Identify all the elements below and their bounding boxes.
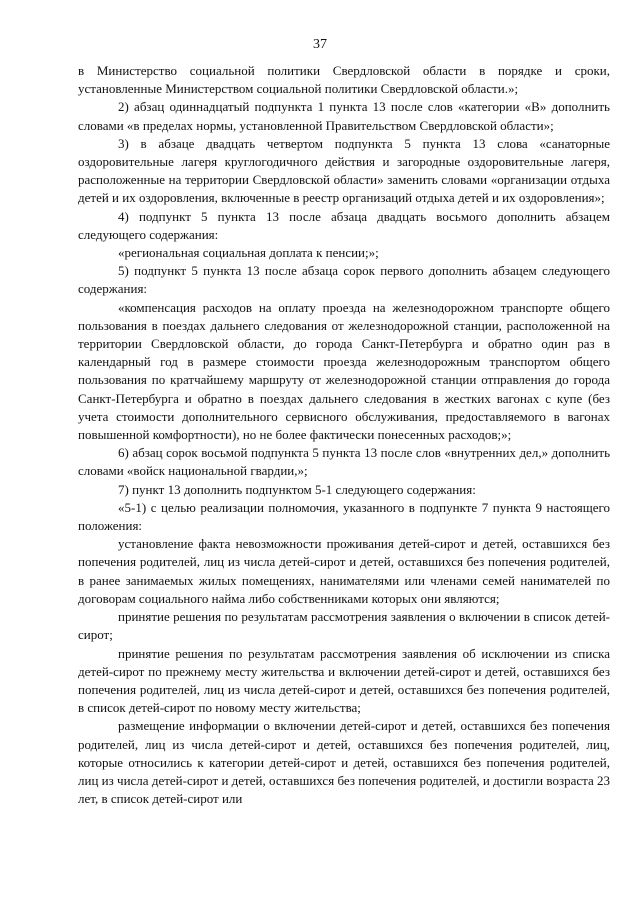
page-number: 37	[313, 37, 327, 52]
paragraph: 7) пункт 13 дополнить подпунктом 5-1 следующего содержания:	[118, 481, 476, 497]
paragraph: в Министерство социальной политики Свердловской области в порядке и сроки, установленные Министерством социальной политики Свердловской области.»;	[78, 63, 610, 97]
paragraph: «региональная социальная доплата к пенсии;»;	[118, 245, 379, 261]
paragraph: 4) подпункт 5 пункта 13 после абзаца двадцать восьмого дополнить абзацем следующего содержания:	[78, 208, 610, 242]
paragraph: 2) абзац одиннадцатый подпункта 1 пункта 13 после слов «категории «В» дополнить словами «в пределах нормы, установленной Правительством Свердловской области»;	[78, 99, 610, 133]
paragraph: принятие решения по результатам рассмотрения заявления об исключении из списка детей-сирот по прежнему месту жительства и включении детей-сирот и детей, оставшихся без попечения родителей, лиц из числа детей-сирот и детей, оставшихся без попечения родителей, в список детей-сирот по новому месту жительства;	[78, 645, 610, 716]
paragraph: размещение информации о включении детей-сирот и детей, оставшихся без попечения родителей, лиц из числа детей-сирот и детей, оставшихся без попечения родителей, лиц, которые относились к категории детей-сирот и детей, оставшихся без попечения родителей, лиц из числа детей-сирот и детей, оставшихся без попечения родителей, и достигли возраста 23 лет, в список детей-сирот или	[78, 718, 610, 807]
paragraph: 3) в абзаце двадцать четвертом подпункта 5 пункта 13 слова «санаторные оздоровительные лагеря круглогодичного действия и загородные оздоровительные лагеря, расположенные на территории Свердловской области» заменить словами «организации отдыха детей и их оздоровления, включенные в реестр организаций отдыха детей и их оздоровления»;	[78, 135, 610, 206]
paragraph: 5) подпункт 5 пункта 13 после абзаца сорок первого дополнить абзацем следующего содержания:	[78, 263, 610, 297]
paragraph: установление факта невозможности проживания детей-сирот и детей, оставшихся без попечения родителей, лиц из числа детей-сирот и детей, оставшихся без попечения родителей, в ранее занимаемых жилых помещениях, нанимателями или членами семей нанимателей по договорам социального найма либо собственниками которых они являются;	[78, 536, 610, 606]
paragraph: 6) абзац сорок восьмой подпункта 5 пункта 13 после слов «внутренних дел,» дополнить словами «войск национальной гвардии,»;	[78, 445, 610, 479]
paragraph: «5-1) с целью реализации полномочия, указанного в подпункте 7 пункта 9 настоящего положения:	[78, 499, 610, 534]
document-body	[78, 62, 610, 808]
paragraph: «компенсация расходов на оплату проезда на железнодорожном транспорте общего пользования в поездах дальнего следования от железнодорожной станции, расположенной на территории Свердловской области, до города Санкт-Петербурга и обратно один раз в календарный год в размере стоимости проезда железнодорожным транспортом общего пользования по кратчайшему маршруту от железнодорожной станции отправления до города Санкт-Петербурга и обратно в поездах дальнего следования в жестких вагонах с купе (без учета стоимости дополнительного сервисного обслуживания, предоставляемого в вагонах повышенной комфортности), но не более фактически понесенных расходов;»;	[78, 299, 610, 443]
paragraph: принятие решения по результатам рассмотрения заявления о включении в список детей-сирот;	[78, 609, 610, 643]
